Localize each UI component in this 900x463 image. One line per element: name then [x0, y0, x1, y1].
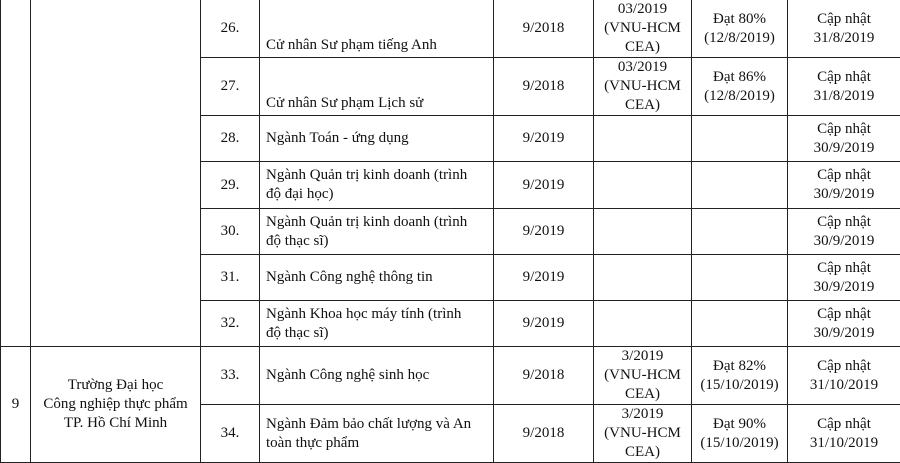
- update-status: Cập nhật 31/10/2019: [788, 347, 900, 405]
- school-name: Trường Đại học Công nghiệp thực phẩm TP. Hồ Chí Minh: [31, 347, 201, 463]
- program-name: Ngành Khoa học máy tính (trình độ thạc sĩ): [260, 301, 494, 347]
- update-status: Cập nhật 30/9/2019: [788, 255, 900, 301]
- row-number: 31.: [201, 255, 260, 301]
- program-name: Ngành Công nghệ thông tin: [260, 255, 494, 301]
- assessment-result: [692, 116, 788, 162]
- school-cell-prev-group: [31, 0, 201, 347]
- table-row: [1, 0, 900, 58]
- assessment-result: Đạt 80% (12/8/2019): [692, 0, 788, 58]
- row-number: 32.: [201, 301, 260, 347]
- start-date: 9/2019: [494, 162, 594, 209]
- program-name: Ngành Quản trị kinh doanh (trình độ đại học): [260, 162, 494, 209]
- update-status: Cập nhật 31/8/2019: [788, 0, 900, 58]
- update-status: Cập nhật 30/9/2019: [788, 209, 900, 255]
- update-status: Cập nhật 31/8/2019: [788, 58, 900, 116]
- assessment-date: [594, 209, 692, 255]
- assessment-result: [692, 162, 788, 209]
- assessment-result: [692, 209, 788, 255]
- assessment-result: [692, 301, 788, 347]
- assessment-date: 3/2019 (VNU-HCM CEA): [594, 405, 692, 463]
- program-name: Ngành Đảm bảo chất lượng và An toàn thực phẩm: [260, 405, 494, 463]
- assessment-date: 03/2019 (VNU-HCM CEA): [594, 58, 692, 116]
- start-date: 9/2018: [494, 58, 594, 116]
- row-number: 27.: [201, 58, 260, 116]
- assessment-date: 3/2019 (VNU-HCM CEA): [594, 347, 692, 405]
- program-name: Ngành Công nghệ sinh học: [260, 347, 494, 405]
- program-name: Cử nhân Sư phạm tiếng Anh: [260, 0, 494, 58]
- update-status: Cập nhật 30/9/2019: [788, 162, 900, 209]
- assessment-date: 03/2019 (VNU-HCM CEA): [594, 0, 692, 58]
- row-number: 29.: [201, 162, 260, 209]
- update-status: Cập nhật 31/10/2019: [788, 405, 900, 463]
- row-number: 33.: [201, 347, 260, 405]
- row-number: 30.: [201, 209, 260, 255]
- program-name: Cử nhân Sư phạm Lịch sử: [260, 58, 494, 116]
- assessment-date: [594, 301, 692, 347]
- start-date: 9/2018: [494, 0, 594, 58]
- assessment-date: [594, 162, 692, 209]
- start-date: 9/2019: [494, 116, 594, 162]
- program-name: Ngành Toán - ứng dụng: [260, 116, 494, 162]
- start-date: 9/2019: [494, 255, 594, 301]
- assessment-date: [594, 116, 692, 162]
- row-number: 26.: [201, 0, 260, 58]
- update-status: Cập nhật 30/9/2019: [788, 116, 900, 162]
- row-number: 28.: [201, 116, 260, 162]
- assessment-result: Đạt 90% (15/10/2019): [692, 405, 788, 463]
- assessment-result: Đạt 86% (12/8/2019): [692, 58, 788, 116]
- assessment-result: [692, 255, 788, 301]
- stt-cell-prev-group: [1, 0, 31, 347]
- program-name: Ngành Quản trị kinh doanh (trình độ thạc sĩ): [260, 209, 494, 255]
- assessment-result: Đạt 82% (15/10/2019): [692, 347, 788, 405]
- start-date: 9/2019: [494, 209, 594, 255]
- row-number: 34.: [201, 405, 260, 463]
- start-date: 9/2019: [494, 301, 594, 347]
- update-status: Cập nhật 30/9/2019: [788, 301, 900, 347]
- table-row: [1, 347, 900, 405]
- assessment-date: [594, 255, 692, 301]
- start-date: 9/2018: [494, 405, 594, 463]
- start-date: 9/2018: [494, 347, 594, 405]
- stt-cell: 9: [1, 347, 31, 463]
